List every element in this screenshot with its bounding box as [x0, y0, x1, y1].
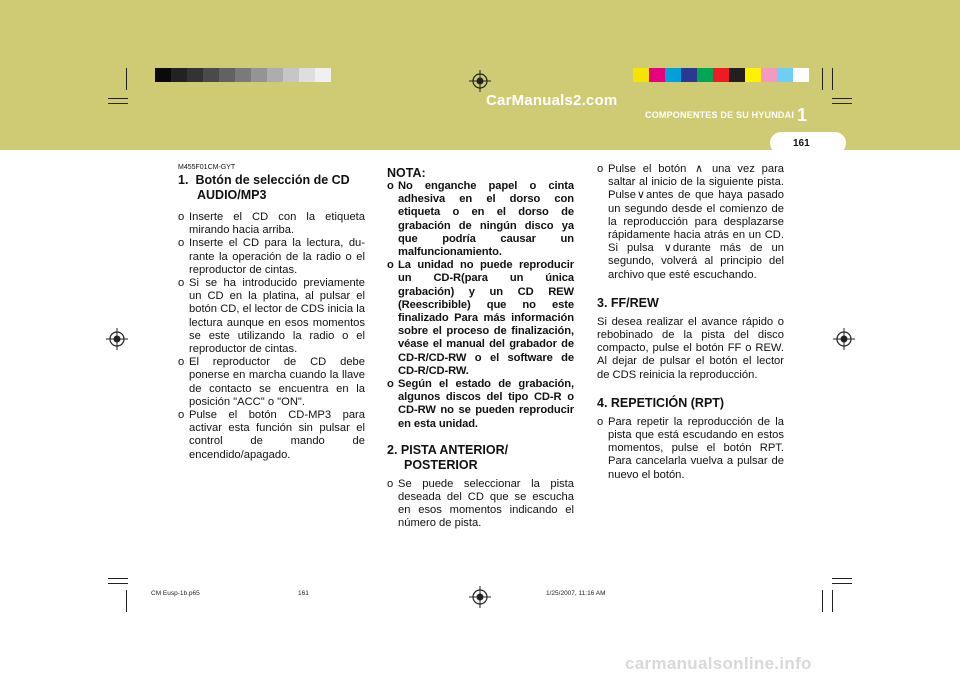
- list-item-text: Se puede seleccionar la pista deseada del CD que se escucha en esos momentos indicando el número de pista.: [398, 477, 574, 530]
- bullet: o: [387, 378, 394, 391]
- down-arrow-icon: ∨: [636, 189, 646, 202]
- text-run: antes de que haya pasado un segundo desde el comienzo de la reproducción para desplazarse rápidamente hacia atrás en un CD. Si pulsa: [608, 189, 784, 255]
- crop-mark: [108, 98, 128, 99]
- bullet: o: [387, 180, 394, 192]
- gray-swatch: [171, 68, 187, 82]
- watermark-top[interactable]: CarManuals2.com: [486, 92, 618, 109]
- crop-mark: [832, 578, 852, 579]
- section-title: COMPONENTES DE SU HYUNDAI: [645, 110, 795, 120]
- gray-swatch: [235, 68, 251, 82]
- heading-line: AUDIO/MP3: [197, 188, 267, 202]
- list-item: [178, 277, 365, 356]
- bullet: o: [178, 211, 185, 223]
- note-item-text: Según el estado de grabación, algunos discos del tipo CD-R o CD-RW no se pueden reproducir en esta unidad.: [398, 378, 574, 430]
- chapter-number: 1: [797, 105, 808, 125]
- color-swatch: [713, 68, 729, 82]
- list-item: [178, 409, 365, 462]
- color-swatch: [793, 68, 809, 82]
- list-item-text: Si se ha introducido previamente un CD en la platina, al pulsar el botón CD, el lector de CDS inicia la lectura aunque en esos momentos se este utilizando la radio o el reproductor de cintas.: [189, 277, 365, 356]
- crop-mark: [832, 583, 852, 584]
- crop-mark: [108, 583, 128, 584]
- bullet: o: [387, 477, 394, 490]
- list-item-text: Pulse el botón CD-MP3 para activar esta función sin pulsar el control de mando de encendido/apagado.: [189, 409, 365, 461]
- crop-mark: [126, 590, 127, 612]
- column-3: [597, 163, 784, 482]
- watermark-bottom[interactable]: carmanualsonline.info: [625, 654, 812, 673]
- bullet: o: [597, 163, 604, 175]
- down-arrow-icon: ∨: [663, 242, 672, 255]
- gray-swatch: [203, 68, 219, 82]
- up-arrow-icon: ∧: [695, 163, 704, 175]
- heading-repeat: 4. REPETICIÓN (RPT): [597, 395, 725, 410]
- list-item: [597, 416, 784, 482]
- footer-page: 161: [298, 590, 309, 597]
- text-run: durante más de un segundo, volverá al principio del archivo que esté escuchando.: [608, 242, 785, 281]
- heading-line: 2. PISTA ANTERIOR/: [387, 442, 509, 457]
- section-code: M455F01CM-GYT: [178, 164, 236, 171]
- color-swatch: [777, 68, 793, 82]
- color-swatch: [697, 68, 713, 82]
- gray-swatch: [219, 68, 235, 82]
- heading-cd-button: [178, 173, 365, 203]
- gray-swatch: [283, 68, 299, 82]
- list-item: [178, 356, 365, 409]
- list-item: [387, 478, 574, 531]
- page-number: 161: [793, 138, 810, 149]
- bullet: o: [178, 277, 185, 290]
- gray-swatch: [299, 68, 315, 82]
- grayscale-color-bar: [155, 68, 331, 82]
- crop-mark: [832, 103, 852, 104]
- crop-mark: [832, 68, 833, 90]
- process-color-bar: [633, 68, 809, 82]
- list-item-text: Para repetir la reproducción de la pista que está escudando en estos momentos, pulse el botón RPT. Para cancelarla vuelva a pulsar de nuevo el botón.: [608, 415, 784, 481]
- footer-filename: CM Eusp-1b.p65: [151, 590, 200, 597]
- crop-mark: [822, 68, 823, 90]
- paragraph: Si desea realizar el avance rápido o rebobinado de la pista del disco compacto, pulse el botón FF o REW. Al dejar de pulsar el botón el lector de CDS reinicia la reproducción.: [597, 315, 784, 381]
- bullet: o: [387, 259, 394, 272]
- crop-mark: [126, 68, 127, 90]
- registration-mark-icon: [106, 328, 128, 350]
- bullet: o: [178, 356, 185, 369]
- crop-mark: [108, 578, 128, 579]
- registration-mark-icon: [469, 70, 491, 92]
- note-item: [387, 259, 574, 378]
- color-swatch: [633, 68, 649, 82]
- list-item-text: [608, 163, 784, 282]
- color-swatch: [665, 68, 681, 82]
- color-swatch: [649, 68, 665, 82]
- text-run: Pulse el botón: [608, 163, 687, 175]
- text-run: una vez para saltar al inicio de la siguiente pista. Pulse: [608, 163, 785, 202]
- crop-mark: [832, 98, 852, 99]
- gray-swatch: [155, 68, 171, 82]
- gray-swatch: [251, 68, 267, 82]
- crop-mark: [832, 590, 833, 612]
- gray-swatch: [315, 68, 331, 82]
- bullet: o: [178, 237, 185, 250]
- list-item: [178, 211, 365, 237]
- bullet: o: [178, 409, 185, 422]
- footer-date: 1/25/2007, 11:16 AM: [546, 590, 606, 597]
- list-item-text: Inserte el CD con la etiqueta mirando hacia arriba.: [189, 211, 365, 237]
- color-swatch: [745, 68, 761, 82]
- column-2: [387, 166, 574, 531]
- note-item: [387, 180, 574, 259]
- registration-mark-icon: [833, 328, 855, 350]
- crop-mark: [108, 103, 128, 104]
- heading-number: 1.: [178, 173, 189, 187]
- list-item-text: El reproductor de CD debe ponerse en marcha cuando la llave de contacto se encuentra en la posición "ACC" o "ON".: [189, 356, 365, 408]
- registration-mark-icon: [469, 586, 491, 608]
- heading-line: POSTERIOR: [404, 457, 478, 472]
- bullet: o: [597, 415, 604, 428]
- list-item-text: Inserte el CD para la lectura, du- rante la operación de la radio o el reproductor de cintas.: [189, 237, 365, 276]
- list-item: [597, 163, 784, 282]
- gray-swatch: [267, 68, 283, 82]
- note-item-text: La unidad no puede reproducir un CD-R(para un única grabación) y un CD REW (Reescribible) que no este finalizado Para más información sobre el proceso de finalización, véase el manual del grabador de CD-R/CD-RW o el software de CD-R/CD-RW.: [398, 259, 574, 377]
- heading-track-select: [387, 443, 574, 473]
- crop-mark: [822, 590, 823, 612]
- heading-line: Botón de selección de CD: [195, 173, 350, 187]
- color-swatch: [761, 68, 777, 82]
- note-item-text: No enganche papel o cinta adhesiva en el dorso con etiqueta o en el dorso de grabación de ningún disco ya que podría causar un malfuncionamiento.: [398, 180, 574, 259]
- color-swatch: [729, 68, 745, 82]
- list-item: [178, 237, 365, 277]
- color-swatch: [681, 68, 697, 82]
- note-title: NOTA:: [387, 166, 426, 180]
- heading-ff-rew: 3. FF/REW: [597, 295, 659, 310]
- column-1: [178, 163, 365, 462]
- gray-swatch: [187, 68, 203, 82]
- note-item: [387, 378, 574, 431]
